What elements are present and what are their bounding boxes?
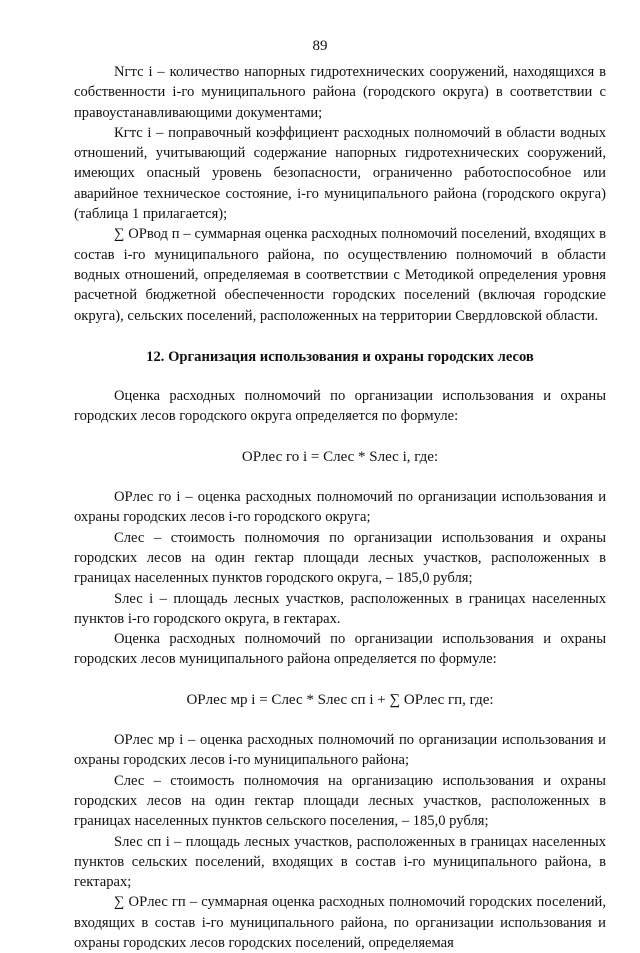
- definition-orles-mr: ОРлес мр i – оценка расходных полномочий по организации использования и охраны городских лесов i-го муниципального района;: [74, 732, 606, 769]
- definition-orles-gp: ∑ ОРлес гп – суммарная оценка расходных полномочий городских поселений, входящих в состав i-го муниципального района, по организации использования и охраны городских лесов городских поселений, определяемая: [74, 894, 606, 951]
- definition-sles-sp: Sлес сп i – площадь лесных участков, расположенных в границах населенных пунктов сельских поселений, входящих в состав i-го муниципального района, в гектарах;: [74, 833, 606, 891]
- definition-sles-cost-rural: Слес – стоимость полномочия на организацию использования и охраны городских лесов на один гектар площади лесных участков, расположенных в границах населенных пунктов сельского поселения, – 185,0 рубля;: [74, 772, 606, 830]
- formula-municipal-district: ОРлес мр i = Слес * Sлес сп i + ∑ ОРлес гп, где:: [186, 691, 494, 708]
- paragraph-ngts: Nгтс i – количество напорных гидротехнических сооружений, находящихся в собственности i-го муниципального района (городского округа) в соответствии с правоустанавливающими документами;: [74, 64, 606, 121]
- document-body: [74, 62, 606, 953]
- page-number: 89: [312, 38, 328, 54]
- intro-municipal-district: Оценка расходных полномочий по организации использования и охраны городских лесов муниципального района определяется по формуле:: [74, 631, 606, 668]
- formula-city-district: ОРлес го i = Слес * Sлес i, где:: [241, 448, 439, 465]
- paragraph-orvod: ∑ ОРвод п – суммарная оценка расходных полномочий поселений, входящих в состав i-го муниципального района, по осуществлению полномочий в области водных отношений, определяемая в соответствии с Методикой определения уровня расчетной бюджетной обеспеченности городских поселений (включая городские округа), сельских поселений, расположенных на территории Свердловской области.: [74, 226, 606, 324]
- definition-sles-area: Sлес i – площадь лесных участков, расположенных в границах населенных пунктов i-го городского округа, в гектарах.: [74, 590, 606, 627]
- paragraph-kgts: Кгтс i – поправочный коэффициент расходных полномочий в области водных отношений, учитывающий содержание напорных гидротехнических сооружений, имеющих опасный уровень безопасности, ограниченно работоспособное или аварийное техническое состояние, i-го муниципального района (городского округа) (таблица 1 прилагается);: [74, 124, 606, 223]
- definition-orles-go: ОРлес го i – оценка расходных полномочий по организации использования и охраны городских лесов i-го городского округа;: [74, 489, 606, 526]
- definition-sles-cost: Слес – стоимость полномочия по организации использования и охраны городских лесов на один гектар площади лесных участков, расположенных в границах населенных пунктов городского округа, – 185,0 рубля;: [74, 529, 606, 587]
- section-heading: 12. Организация использования и охраны городских лесов: [146, 348, 534, 365]
- intro-city-district: Оценка расходных полномочий по организации использования и охраны городских лесов городского округа определяется по формуле:: [74, 388, 606, 425]
